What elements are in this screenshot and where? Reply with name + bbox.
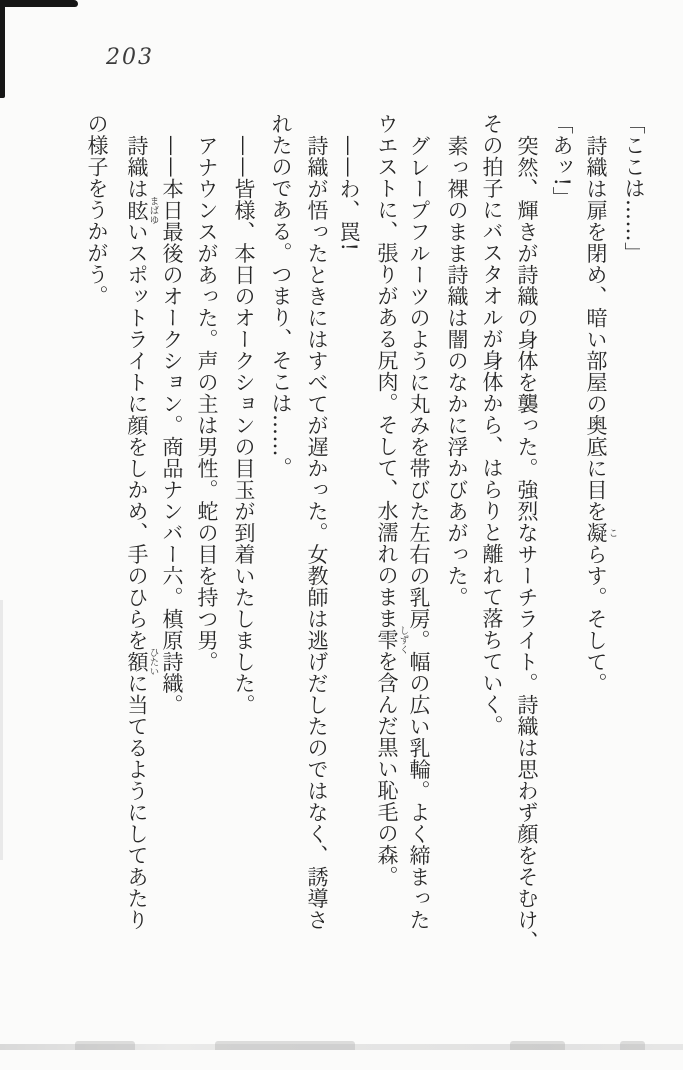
text-column-15: 詩織は眩まばゆいスポットライトに顔をしかめ、手のひらを額ひたいに当てるようにしてあたり [125,135,159,931]
text-column-6: 素っ裸のまま詩織は闇のなかに浮かびあがった。 [445,135,469,608]
text-column-12: ——皆様、本日のオークションの目玉が到着いたしました。 [232,135,256,716]
text-column-3: 「あッ!」 [550,113,574,208]
text-column-7: グレープフルーツのように丸みを帯びた左右の乳房。幅の広い乳輪。よく締まった [407,135,431,931]
text-column-2: 詩織は扉を閉め、暗い部屋の奥底に目を凝こらす。そして。 [584,135,618,694]
text-column-1: 「ここは……」 [622,113,646,264]
furigana: 額ひたい [125,647,159,676]
scan-artifact-top-bar [0,0,78,7]
furigana: 眩まばゆ [125,196,159,225]
scan-artifact-bottom-patch [215,1041,355,1050]
text-column-4: 突然、輝きが詩織の身体を襲った。強烈なサーチライト。詩織は思わず顔をそむけ、 [515,135,539,952]
scan-artifact-bottom-patch [75,1041,135,1050]
text-column-14: ——本日最後のオークション。商品ナンバー六。槙原詩織。 [160,135,184,716]
furigana: 凝こ [584,522,618,544]
furigana: 雫しずく [375,625,409,654]
text-column-16: の様子をうかがう。 [85,113,109,307]
text-column-5: その拍子にバスタオルが身体から、はらりと離れて落ちていく。 [480,113,504,737]
scan-artifact-bottom-patch [620,1041,645,1050]
scan-artifact-left-smudge [0,600,3,860]
text-column-10: 詩織が悟ったときにはすべてが遅かった。女教師は逃げだしたのではなく、誘導さ [305,135,329,931]
scan-artifact-left-bar [0,0,5,98]
page-number: 203 [106,45,154,70]
text-column-11: れたのである。つまり、そこは……。 [269,113,293,479]
scan-artifact-bottom-patch [510,1041,565,1050]
text-column-9: ——わ、罠! [337,135,361,252]
text-column-13: アナウンスがあった。声の主は男性。蛇の目を持つ男。 [195,135,219,673]
text-column-8: ウエストに、張りがある尻肉。そして、水濡れのまま雫しずくを含んだ黒い恥毛の森。 [375,113,409,887]
